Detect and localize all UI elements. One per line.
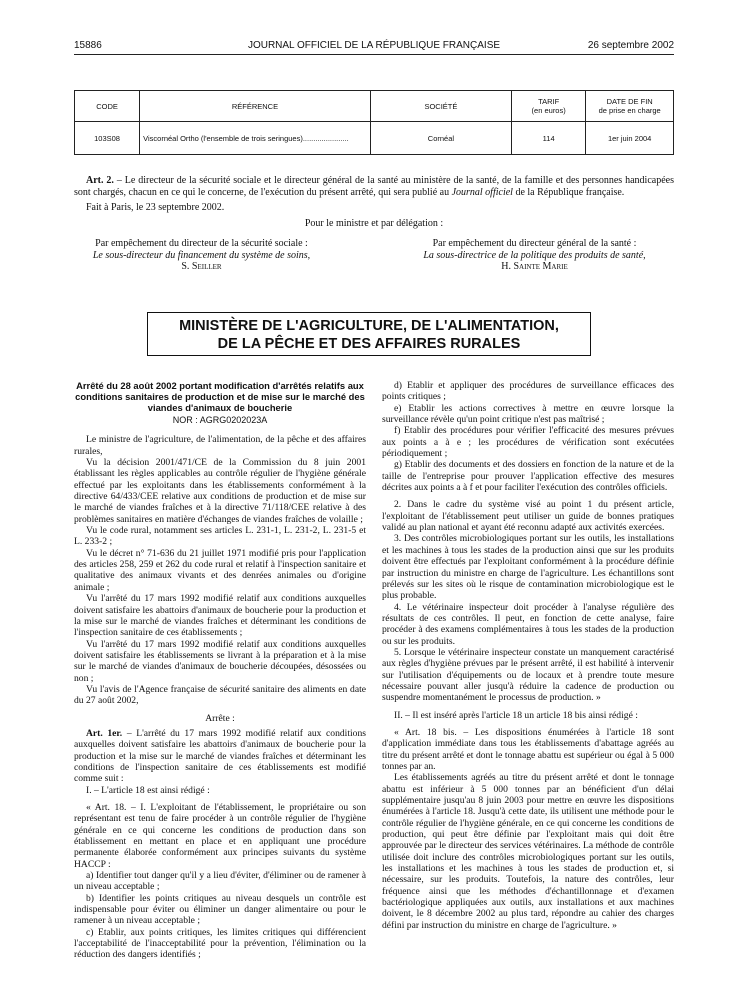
right-column [382,380,674,931]
cell-tarif: 114 [511,122,585,155]
paragraph: 5. Lorsque le vétérinaire inspecteur constate un manquement caractérisé aux règles d'hygiène prévues par le présent arrêté, il est habilité à intervenir sur l'utilisation d'équipements ou de locaux et à prendre toute mesure nécessaire pouvant aller jusqu'à réduire la cadence de production ou suspendre momentanément le processus de production. » [382,646,674,704]
signature-right-line2: La sous-directrice de la politique des produits de santé, [423,249,646,261]
journal-officiel-ref: Journal officiel [451,186,513,198]
signature-left-line1: Par empêchement du directeur de la sécurité sociale : [95,238,308,249]
list-item: d) Etablir et appliquer des procédures de surveillance efficaces des points critiques ; [382,380,674,403]
article-2-block [74,175,674,229]
list-item: a) Identifier tout danger qu'il y a lieu d'éviter, d'éliminer ou de ramener à un niveau acceptable ; [74,870,366,893]
signature-right [395,238,674,273]
paragraph: Vu l'avis de l'Agence française de sécurité sanitaire des aliments en date du 27 août 2002, [74,683,366,707]
paragraph: Vu l'arrêté du 17 mars 1992 modifié relatif aux conditions auxquelles doivent satisfaire les abattoirs d'animaux de boucherie pour la production et la mise sur le marché de viandes fraîches et déterminant les conditions de l'inspection sanitaire de ces établissements ; [74,593,366,639]
column-header [586,91,674,122]
paragraph: Vu l'arrêté du 17 mars 1992 modifié relatif aux conditions auxquelles doivent satisfaire les établissements se livrant à la préparation et à la mise sur le marché de viandes d'animaux de boucherie découpées, désossées ou non ; [74,638,366,684]
list-item: b) Identifier les points critiques au niveau desquels un contrôle est indispensable pour éviter ou éliminer un danger alimentaire ou pour le ramener à un niveau acceptable ; [74,892,366,927]
paragraph: Vu la décision 2001/471/CE de la Commission du 8 juin 2001 établissant les règles applicables au contrôle régulier de l'hygiène générale effectué par les exploitants dans les établissements conformément à la directive 64/433/CEE relative aux conditions de production et de mise sur le marché de viandes fraîches et à la directive 71/118/CEE relative à des problèmes sanitaires en matière d'échanges de viandes fraîches de volaille ; [74,457,366,525]
left-column [74,380,366,961]
paragraph: Vu le décret n° 71-636 du 21 juillet 1971 modifié pris pour l'application des articles 258, 259 et 262 du code rural et relatif à l'inspection sanitaire et qualitative des animaux vivants et des denrées animales ou d'origine animale ; [74,547,366,593]
column-header-line: DATE DE FIN [606,97,653,106]
signature-left-line2: Le sous-directeur du financement du système de soins, [92,249,311,261]
cell-societe: Cornéal [370,122,511,155]
paragraph: « Art. 18. – I. L'exploitant de l'établissement, le propriétaire ou son représentant est tenu de faire procéder à un contrôle régulier de l'hygiène générale en ce qui concerne les conditions de production dans son établissement en mettant en place et en appliquant une procédure permanente élaborée conformément aux principes suivants du système HACCP : [74,802,366,870]
paragraph: 3. Des contrôles microbiologiques portant sur les outils, les installations et les machines à tous les stades de la production ainsi que sur les produits doivent être effectués par l'exploitant conformément à la procédure définie par instruction du ministre en charge de l'agriculture. Les échantillons sont prélevés sur les sites où le risque de contamination microbiologique est le plus probable. [382,533,674,602]
journal-title: JOURNAL OFFICIEL DE LA RÉPUBLIQUE FRANÇAISE [247,40,501,51]
list-item: g) Etablir des documents et des dossiers en fonction de la nature et de la taille de l'entreprise pour prouver l'application effective des mesures décrites aux points a à f et pour faciliter l'exécution des contrôles officiels. [382,459,674,494]
paragraph: Les établissements agréés au titre du présent arrêté et dont le tonnage abattu est inférieur à 5 000 tonnes par an bénéficient d'un délai supplémentaire jusqu'au 8 juin 2003 pour mettre en œuvre les dispositions énumérées à l'article 18. Jusqu'à cette date, ils utilisent une méthode pour le contrôle régulier de l'hygiène générale, en ce qui concerne les conditions de production, qui peut être définie par l'exploitant mais qui doit être approuvée par le directeur des services vétérinaires. La méthode de contrôle utilisée doit inclure des contrôles microbiologiques portant sur les outils, les installations et les machines à tous les stades de production et, si nécessaire, sur les produits. Toutefois, la nature des contrôles, leur fréquence ainsi que les méthodes d'échantillonnage et d'examen bactériologique appliquées aux outils, aux installations et aux machines doivent, le 8 décembre 2002 au plus tard, répondre au cahier des charges défini par instruction du ministre en charge de l'agriculture. » [382,772,674,931]
article-1 [74,728,366,785]
signature-left [74,238,329,273]
ministry-line2: DE LA PÊCHE ET DES AFFAIRES RURALES [217,336,521,352]
signature-right-name: H. Sainte Marie [501,261,568,273]
arrete-label: Arrête : [205,712,235,724]
table-header-row [75,91,674,122]
column-header-line: TARIF [538,97,560,106]
cell-code: 103S08 [75,122,140,155]
paragraph: 4. Le vétérinaire inspecteur doit procéder à l'analyse régulière des résultats de ces contrôles. Il peut, en fonction de cette analyse, faire procéder à des examens complémentaires à tous les stades de la production ou sur les produits. [382,601,674,647]
column-header: RÉFÉRENCE [140,91,371,122]
paragraph: Le ministre de l'agriculture, de l'alimentation, de la pêche et des affaires rurales, [74,434,366,457]
pour-le-ministre: Pour le ministre et par délégation : [304,217,444,229]
paragraph: I. – L'article 18 est ainsi rédigé : [86,784,210,796]
column-header [511,91,585,122]
list-item: c) Etablir, aux points critiques, les limites critiques qui différencient l'acceptabilité de l'inacceptabilité pour la prévention, l'élimination ou la réduction des dangers identifiés ; [74,926,366,961]
article-1-text: – L'arrêté du 17 mars 1992 modifié relatif aux conditions auxquelles doivent satisfaire les abattoirs d'animaux de boucherie pour la production et la mise sur le marché de viandes fraîches et déterminant les conditions de l'inspection sanitaire de ces établissements est modifié comme suit : [74,727,366,785]
page-number: 15886 [74,40,102,51]
nor-reference: NOR : AGRG0202023A [172,415,268,425]
paragraph: Vu le code rural, notamment ses articles L. 231-1, L. 231-2, L. 231-5 et L. 233-2 ; [74,525,366,548]
article-2-text: – Le directeur de la sécurité sociale et le directeur général de la santé au ministère de la santé, de la famille et des personnes handicapées sont chargés, chacun en ce qui le concerne, de l'exécution du présent arrêté, qui sera publié au [74,175,674,198]
article-2-label: Art. 2. [86,175,114,186]
column-header-line: (en euros) [531,106,566,115]
arrete-title: Arrêté du 28 août 2002 portant modification d'arrêtés relatifs aux conditions sanitaires de production et de mise sur le marché des viandes d'animaux de boucherie [75,380,365,413]
ministry-heading [147,312,591,356]
fait-a-paris: Fait à Paris, le 23 septembre 2002. [86,202,225,214]
issue-date: 26 septembre 2002 [587,40,674,51]
ministry-line1: MINISTÈRE DE L'AGRICULTURE, DE L'ALIMENTATION, [179,318,559,334]
article-2 [74,175,674,198]
paragraph: 2. Dans le cadre du système visé au point 1 du présent article, l'exploitant de l'établissement peut utiliser un guide de bonnes pratiques validé au plan national et ayant été reconnu adapté aux activités exercées. [382,499,674,534]
cell-date-fin: 1er juin 2004 [586,122,674,155]
list-item: f) Etablir des procédures pour vérifier l'efficacité des mesures prévues aux points a à e ; les procédures de vérification sont exécutées périodiquement ; [382,425,674,460]
table-row [75,122,674,155]
paragraph: « Art. 18 bis. – Les dispositions énumérées à l'article 18 sont d'application immédiate dans tous les établissements d'abattage agréés au titre du présent arrêté et dont le tonnage abattu est supérieur ou égal à 5 000 tonnes par an. [382,726,674,772]
column-header-line: de prise en charge [598,106,661,115]
column-header: SOCIÉTÉ [370,91,511,122]
page-header [74,40,674,55]
article-1-label: Art. 1er. [86,727,123,739]
signature-right-line1: Par empêchement du directeur général de la santé : [432,238,637,249]
signature-left-name: S. Seiller [181,261,222,273]
price-table [74,90,674,155]
article-2-end: de la République française. [512,186,625,198]
column-header: CODE [75,91,140,122]
paragraph: II. – Il est inséré après l'article 18 un article 18 bis ainsi rédigé : [394,709,638,721]
list-item: e) Etablir les actions correctives à mettre en œuvre lorsque la surveillance révèle qu'un point critique n'est pas maîtrisé ; [382,402,674,426]
cell-reference: Viscornéal Ortho (l'ensemble de trois seringues)...................... [140,122,371,155]
